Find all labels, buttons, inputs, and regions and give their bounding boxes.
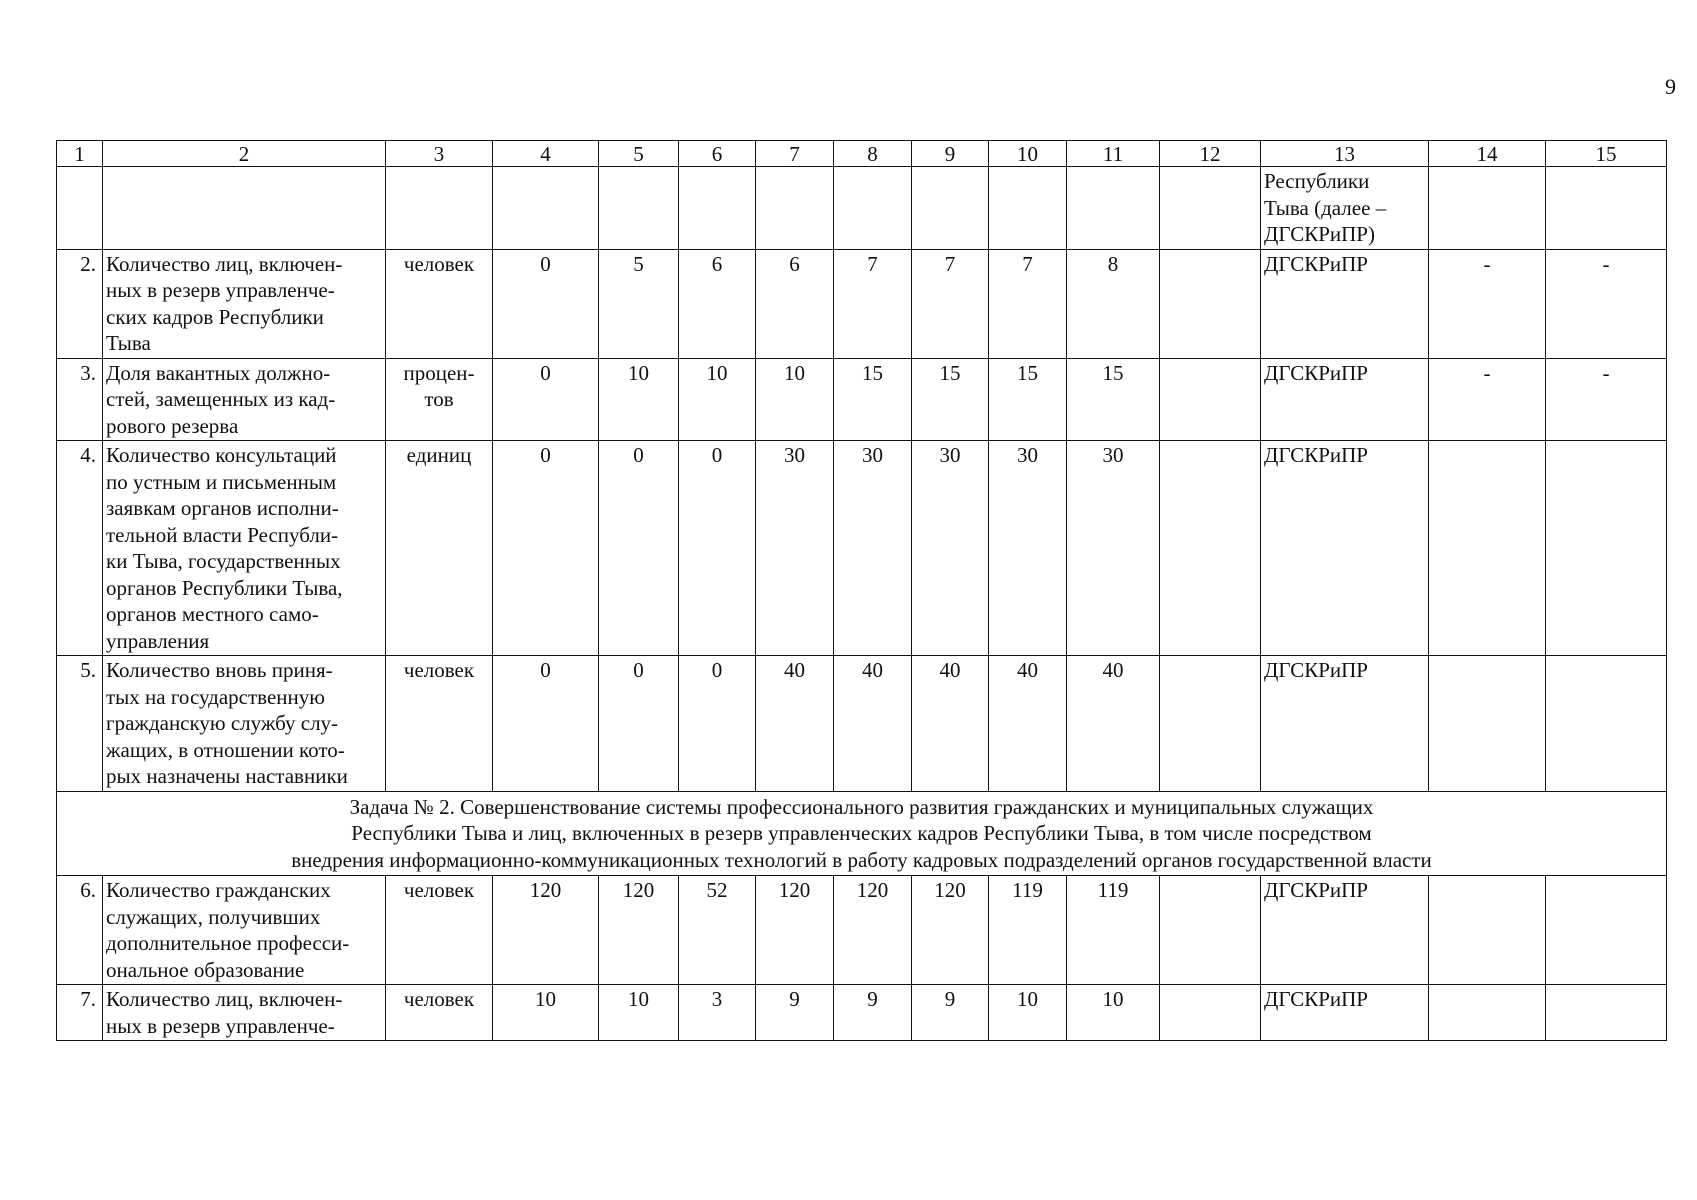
responsible-executor xyxy=(1261,876,1429,985)
indicator-name-line: гражданскую службу слу- xyxy=(106,711,339,735)
responsible-executor-line: ДГСКРиПР xyxy=(1264,987,1368,1011)
task-heading-line: Задача № 2. Совершенствование системы профессионального развития гражданских и муниципальных служащих xyxy=(349,794,1374,819)
column-number-6: 6 xyxy=(679,141,756,167)
indicator-name-line: рового резерва xyxy=(106,413,239,438)
indicator-value: 6 xyxy=(679,249,756,358)
column-12-cell xyxy=(1160,656,1261,792)
responsible-executor-line: Республики xyxy=(1264,169,1370,193)
column-12-cell xyxy=(1160,876,1261,985)
indicator-name-line: жащих, в отношении кото- xyxy=(106,737,345,762)
indicator-name-line: служащих, получивших xyxy=(106,904,321,929)
row-number xyxy=(57,167,103,250)
column-14-cell xyxy=(1429,656,1546,792)
indicator-value: 119 xyxy=(1067,876,1160,985)
indicator-value xyxy=(599,167,679,250)
task-heading xyxy=(57,791,1667,876)
indicator-name-line: дополнительное професси- xyxy=(106,931,350,955)
indicator-value: 15 xyxy=(912,358,989,441)
indicator-name-line: рых назначены наставники xyxy=(106,764,348,788)
column-number-3: 3 xyxy=(386,141,493,167)
indicator-name-line: ных в резерв управленче- xyxy=(106,278,335,302)
indicator-value: 10 xyxy=(493,985,599,1041)
row-number: 5. xyxy=(57,656,103,792)
indicator-value: 120 xyxy=(493,876,599,985)
column-14-cell: - xyxy=(1429,358,1546,441)
table-row xyxy=(57,985,1667,1041)
indicator-value: 10 xyxy=(1067,985,1160,1041)
indicator-value xyxy=(1067,167,1160,250)
indicator-name-line: Количество гражданских xyxy=(106,878,331,902)
indicator-value: 40 xyxy=(834,656,912,792)
column-number-8: 8 xyxy=(834,141,912,167)
indicator-value: 10 xyxy=(989,985,1067,1041)
responsible-executor-line: Тыва (далее – xyxy=(1264,195,1387,220)
responsible-executor xyxy=(1261,441,1429,656)
responsible-executor-line: ДГСКРиПР xyxy=(1264,360,1368,385)
column-14-cell xyxy=(1429,876,1546,985)
column-number-10: 10 xyxy=(989,141,1067,167)
indicator-name-line: Тыва xyxy=(106,331,151,355)
indicator-value xyxy=(493,167,599,250)
column-number-13: 13 xyxy=(1261,141,1429,167)
column-14-cell xyxy=(1429,167,1546,250)
table-row xyxy=(57,358,1667,441)
indicator-value: 30 xyxy=(989,441,1067,656)
task-heading-line: Республики Тыва и лиц, включенных в резерв управленческих кадров Республики Тыва, в том числе посредством xyxy=(351,821,1372,845)
indicator-name-line: управления xyxy=(106,628,210,653)
responsible-executor xyxy=(1261,167,1429,250)
responsible-executor-line: ДГСКРиПР xyxy=(1264,443,1368,467)
indicator-value: 0 xyxy=(679,656,756,792)
unit-of-measure xyxy=(386,876,493,985)
indicator-value xyxy=(989,167,1067,250)
indicator-value: 9 xyxy=(912,985,989,1041)
column-15-cell xyxy=(1546,441,1667,656)
indicator-value: 10 xyxy=(679,358,756,441)
indicator-name-line: Количество лиц, включен- xyxy=(106,251,343,276)
row-number: 7. xyxy=(57,985,103,1041)
indicator-value: 40 xyxy=(756,656,834,792)
column-number-5: 5 xyxy=(599,141,679,167)
column-12-cell xyxy=(1160,985,1261,1041)
indicator-value: 40 xyxy=(912,656,989,792)
indicator-value xyxy=(679,167,756,250)
indicator-value: 40 xyxy=(1067,656,1160,792)
indicator-value: 10 xyxy=(756,358,834,441)
column-number-15: 15 xyxy=(1546,141,1667,167)
indicator-name-line: Количество лиц, включен- xyxy=(106,987,343,1011)
column-number-2: 2 xyxy=(103,141,386,167)
indicator-value: 0 xyxy=(493,249,599,358)
indicator-value: 120 xyxy=(599,876,679,985)
indicator-name-line: Количество консультаций xyxy=(106,443,337,467)
indicator-value: 15 xyxy=(989,358,1067,441)
row-number: 4. xyxy=(57,441,103,656)
indicator-name xyxy=(103,876,386,985)
column-12-cell xyxy=(1160,249,1261,358)
indicator-value: 7 xyxy=(912,249,989,358)
responsible-executor xyxy=(1261,249,1429,358)
unit-of-measure-line: человек xyxy=(403,878,475,902)
indicator-name-line: органов местного само- xyxy=(106,602,319,626)
unit-of-measure-line: тов xyxy=(424,387,454,411)
indicator-name xyxy=(103,441,386,656)
task-heading-line: внедрения информационно-коммуникационных технологий в работу кадровых подразделений органов государственной власти xyxy=(291,847,1432,872)
column-15-cell xyxy=(1546,985,1667,1041)
column-12-cell xyxy=(1160,441,1261,656)
column-12-cell xyxy=(1160,358,1261,441)
unit-of-measure-line: процен- xyxy=(403,360,475,385)
indicator-value: 0 xyxy=(493,441,599,656)
table-row xyxy=(57,249,1667,358)
indicator-name-line: стей, замещенных из кад- xyxy=(106,387,336,411)
indicator-name xyxy=(103,249,386,358)
indicator-name-line: Количество вновь приня- xyxy=(106,658,333,682)
column-number-9: 9 xyxy=(912,141,989,167)
task-heading-row xyxy=(57,791,1667,876)
unit-of-measure-line: человек xyxy=(403,251,475,276)
indicator-name-line: органов Республики Тыва, xyxy=(106,575,343,600)
indicator-value: 10 xyxy=(599,985,679,1041)
indicator-value: 0 xyxy=(679,441,756,656)
indicator-value: 8 xyxy=(1067,249,1160,358)
column-number-12: 12 xyxy=(1160,141,1261,167)
column-15-cell xyxy=(1546,876,1667,985)
indicator-value: 6 xyxy=(756,249,834,358)
indicator-value: 40 xyxy=(989,656,1067,792)
indicator-value: 15 xyxy=(1067,358,1160,441)
unit-of-measure xyxy=(386,249,493,358)
indicator-name-line: ональное образование xyxy=(106,957,305,982)
indicator-name-line: ных в резерв управленче- xyxy=(106,1013,335,1038)
indicator-value: 120 xyxy=(834,876,912,985)
responsible-executor xyxy=(1261,358,1429,441)
indicator-value: 120 xyxy=(912,876,989,985)
indicator-value: 10 xyxy=(599,358,679,441)
unit-of-measure xyxy=(386,656,493,792)
column-12-cell xyxy=(1160,167,1261,250)
row-number: 3. xyxy=(57,358,103,441)
indicator-value: 52 xyxy=(679,876,756,985)
column-number-11: 11 xyxy=(1067,141,1160,167)
indicator-name xyxy=(103,985,386,1041)
indicators-table xyxy=(56,140,1667,1041)
responsible-executor xyxy=(1261,656,1429,792)
indicator-value: 9 xyxy=(834,985,912,1041)
unit-of-measure xyxy=(386,167,493,250)
responsible-executor-line: ДГСКРиПР) xyxy=(1264,222,1375,246)
table-row xyxy=(57,167,1667,250)
column-number-row xyxy=(57,141,1667,167)
indicator-value: 0 xyxy=(599,656,679,792)
unit-of-measure xyxy=(386,358,493,441)
unit-of-measure-line: человек xyxy=(403,658,475,682)
indicator-value: 5 xyxy=(599,249,679,358)
indicator-value: 30 xyxy=(756,441,834,656)
column-number-4: 4 xyxy=(493,141,599,167)
indicator-name-line: ских кадров Республики xyxy=(106,304,324,329)
column-15-cell xyxy=(1546,167,1667,250)
indicator-name-line: ки Тыва, государственных xyxy=(106,549,341,573)
responsible-executor-line: ДГСКРиПР xyxy=(1264,878,1368,902)
indicator-value: 30 xyxy=(1067,441,1160,656)
indicator-value xyxy=(912,167,989,250)
indicator-value: 120 xyxy=(756,876,834,985)
unit-of-measure-line: человек xyxy=(403,987,475,1011)
indicator-value: 0 xyxy=(599,441,679,656)
indicator-name xyxy=(103,358,386,441)
page-number: 9 xyxy=(1665,74,1676,99)
column-14-cell xyxy=(1429,985,1546,1041)
indicator-name-line: заявкам органов исполни- xyxy=(106,496,339,520)
indicator-value: 7 xyxy=(834,249,912,358)
row-number: 6. xyxy=(57,876,103,985)
indicator-name-line: тельной власти Республи- xyxy=(106,522,339,547)
table-row xyxy=(57,441,1667,656)
column-15-cell: - xyxy=(1546,358,1667,441)
row-number: 2. xyxy=(57,249,103,358)
indicator-value: 119 xyxy=(989,876,1067,985)
table-row xyxy=(57,656,1667,792)
column-number-1: 1 xyxy=(57,141,103,167)
indicator-value: 30 xyxy=(834,441,912,656)
column-14-cell: - xyxy=(1429,249,1546,358)
indicator-value: 7 xyxy=(989,249,1067,358)
column-number-7: 7 xyxy=(756,141,834,167)
indicator-name xyxy=(103,167,386,250)
unit-of-measure-line: единиц xyxy=(406,443,472,467)
unit-of-measure xyxy=(386,985,493,1041)
indicator-value: 30 xyxy=(912,441,989,656)
responsible-executor-line: ДГСКРиПР xyxy=(1264,251,1368,276)
indicator-value: 0 xyxy=(493,656,599,792)
unit-of-measure xyxy=(386,441,493,656)
indicator-value: 0 xyxy=(493,358,599,441)
indicator-name-line: Доля вакантных должно- xyxy=(106,360,331,385)
indicator-name-line: тых на государственную xyxy=(106,684,325,709)
column-number-14: 14 xyxy=(1429,141,1546,167)
indicator-value: 3 xyxy=(679,985,756,1041)
responsible-executor-line: ДГСКРиПР xyxy=(1264,658,1368,682)
indicator-value xyxy=(756,167,834,250)
indicator-value xyxy=(834,167,912,250)
column-15-cell xyxy=(1546,656,1667,792)
table-row xyxy=(57,876,1667,985)
indicator-value: 9 xyxy=(756,985,834,1041)
column-14-cell xyxy=(1429,441,1546,656)
indicator-value: 15 xyxy=(834,358,912,441)
indicator-name xyxy=(103,656,386,792)
indicator-name-line: по устным и письменным xyxy=(106,469,337,494)
responsible-executor xyxy=(1261,985,1429,1041)
column-15-cell: - xyxy=(1546,249,1667,358)
